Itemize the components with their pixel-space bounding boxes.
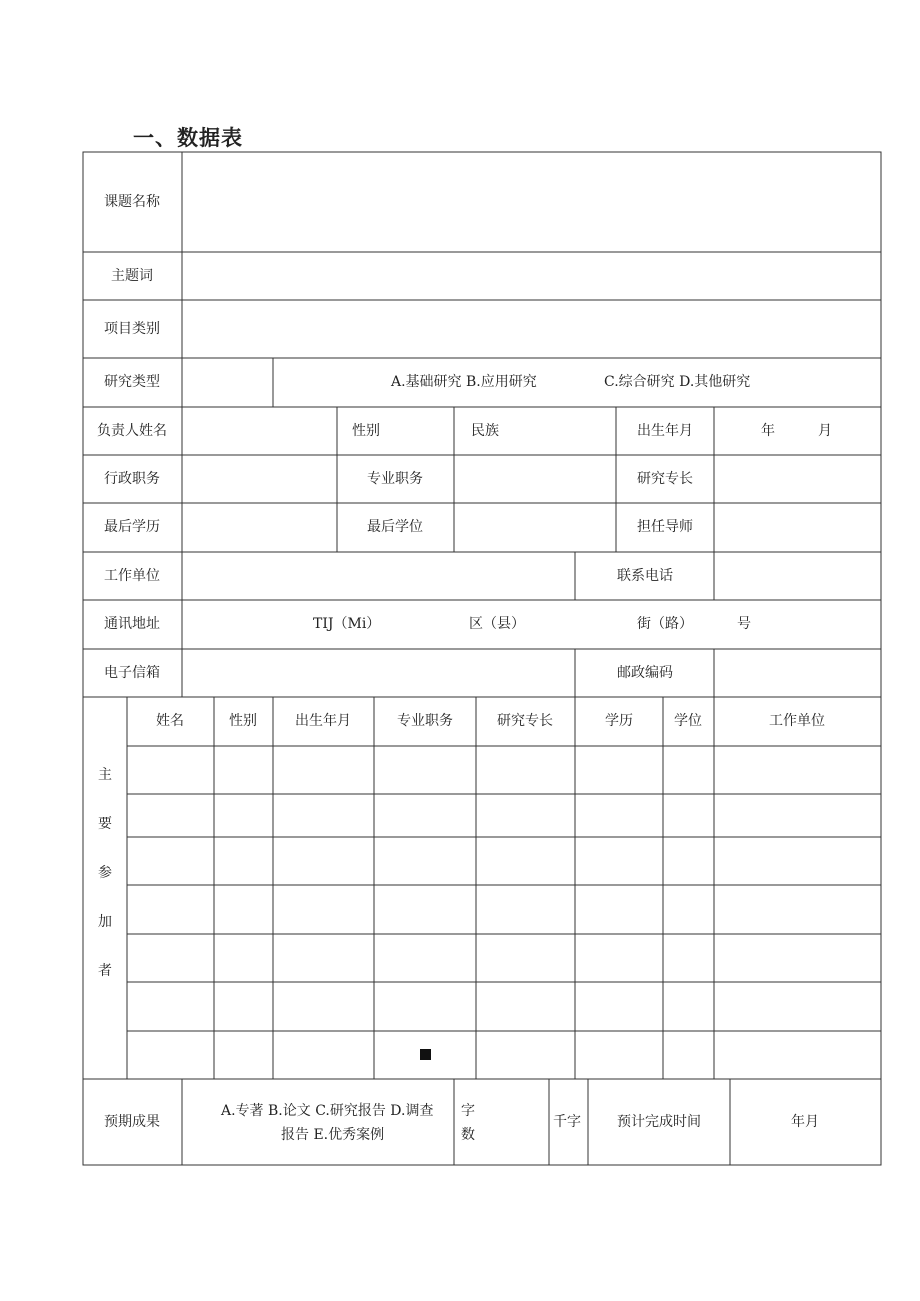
label-supervisor: 担任导师: [637, 519, 693, 535]
label-highest-education: 最后学历: [104, 519, 160, 535]
research-type-field[interactable]: [183, 359, 272, 406]
label-postcode: 邮政编码: [617, 665, 673, 681]
address-district: 区（县）: [469, 616, 525, 632]
vertical-char: 加: [98, 914, 112, 930]
word-count-label-2: 数: [461, 1127, 475, 1143]
keywords-field[interactable]: [183, 253, 880, 299]
label-keywords: 主题词: [111, 268, 153, 284]
address-city: TIJ（Mi）: [313, 616, 381, 632]
col-header-education: 学历: [605, 713, 633, 729]
label-topic-name: 课题名称: [104, 194, 160, 210]
label-month: 月: [818, 423, 832, 439]
vertical-char: 主: [98, 767, 112, 783]
address-street: 街（路）: [637, 616, 693, 632]
label-thousand-words: 千字: [553, 1114, 581, 1130]
vertical-char: 者: [98, 963, 112, 979]
label-project-category: 项目类别: [104, 321, 160, 337]
label-gender: 性别: [352, 423, 380, 439]
label-expected-completion: 预计完成时间: [617, 1114, 701, 1130]
research-type-options-ab: A.基础研究 B.应用研究: [391, 374, 537, 390]
topic-name-field[interactable]: [183, 153, 880, 251]
col-header-gender: 性别: [229, 713, 257, 729]
label-birth-date: 出生年月: [637, 423, 693, 439]
col-header-work-unit: 工作单位: [769, 713, 825, 729]
leader-name-field[interactable]: [183, 408, 336, 454]
label-highest-degree: 最后学位: [367, 519, 423, 535]
label-leader-name: 负责人姓名: [97, 423, 167, 439]
col-header-name: 姓名: [156, 713, 184, 729]
label-ethnicity: 民族: [471, 423, 499, 439]
section-heading: 一、数据表: [133, 126, 243, 150]
results-options-line1: A.专著 B.论文 C.研究报告 D.调查: [221, 1103, 434, 1119]
square-mark-icon: [420, 1049, 431, 1060]
label-work-unit: 工作单位: [104, 568, 160, 584]
project-category-field[interactable]: [183, 301, 880, 357]
label-phone: 联系电话: [617, 568, 673, 584]
col-header-title: 专业职务: [397, 713, 453, 729]
participants-vertical-label: [95, 751, 115, 996]
label-year-month: 年月: [791, 1114, 819, 1130]
label-research-type: 研究类型: [104, 374, 160, 390]
label-email: 电子信箱: [104, 665, 160, 681]
col-header-birth: 出生年月: [295, 713, 351, 729]
label-research-specialty: 研究专长: [637, 471, 693, 487]
col-header-specialty: 研究专长: [497, 713, 553, 729]
address-number: 号: [737, 616, 751, 632]
label-admin-position: 行政职务: [104, 471, 160, 487]
label-address: 通讯地址: [104, 616, 160, 632]
vertical-char: 参: [98, 865, 112, 881]
col-header-degree: 学位: [674, 713, 702, 729]
label-year: 年: [761, 423, 775, 439]
vertical-char: 要: [98, 816, 112, 832]
research-type-options-cd: C.综合研究 D.其他研究: [604, 374, 751, 390]
results-options-line2: 报告 E.优秀案例: [281, 1127, 385, 1143]
label-expected-results: 预期成果: [104, 1114, 160, 1130]
label-professional-title: 专业职务: [367, 471, 423, 487]
word-count-label-1: 字: [461, 1103, 475, 1119]
